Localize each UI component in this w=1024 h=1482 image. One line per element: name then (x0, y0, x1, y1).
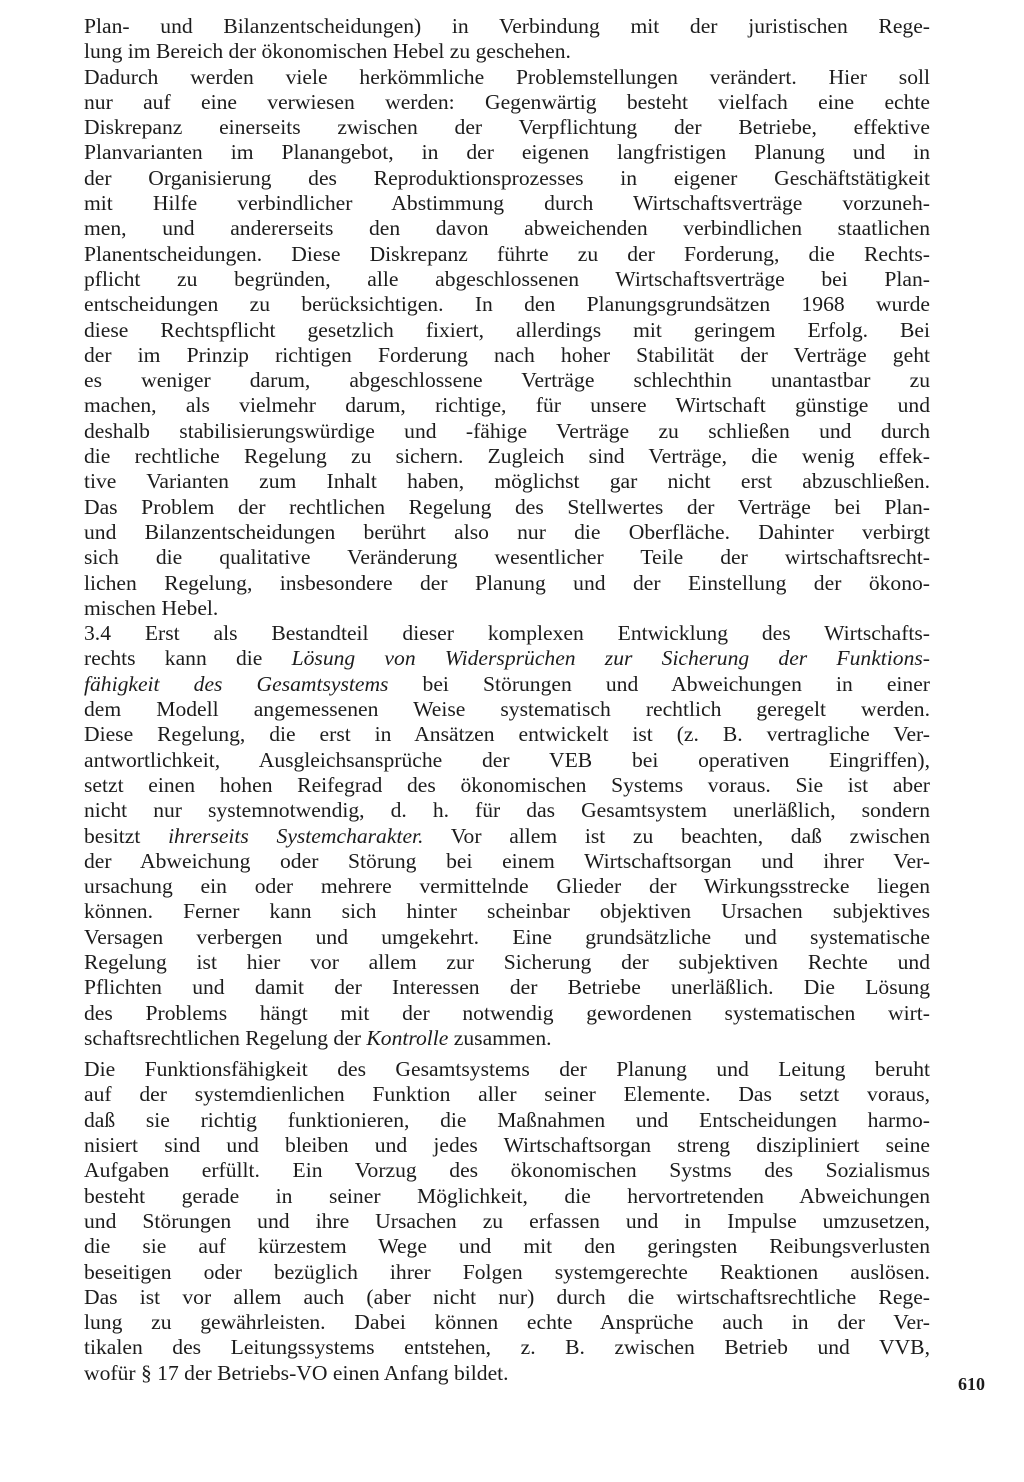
text-line: entscheidungen zu berücksichtigen. In den Planungsgrundsätzen 1968 wurde (84, 292, 930, 317)
text-line: Aufgaben erfüllt. Ein Vorzug des ökonomischen Systms des Sozialismus (84, 1158, 930, 1183)
italic-phrase: ihrerseits Systemcharakter. (168, 823, 424, 848)
text-line: Dadurch werden viele herkömmliche Problemstellungen verändert. Hier soll (84, 64, 930, 89)
plain-text: Vor allem ist zu beachten, daß zwischen (423, 823, 930, 848)
text-line: nur auf eine verwiesen werden: Gegenwärtig besteht vielfach eine echte (84, 89, 930, 114)
text-line-with-italic (84, 646, 930, 671)
text-line: die sie auf kürzestem Wege und mit den geringsten Reibungsverlusten (84, 1234, 930, 1259)
text-line: wofür § 17 der Betriebs-VO einen Anfang bildet. (84, 1360, 509, 1385)
text-line: lung im Bereich der ökonomischen Hebel zu geschehen. (84, 39, 571, 64)
text-line: deshalb stabilisierungswürdige und -fähige Verträge zu schließen und durch (84, 418, 930, 443)
text-line: auf der systemdienlichen Funktion aller seiner Elemente. Das setzt voraus, (84, 1082, 930, 1107)
text-line: Das Problem der rechtlichen Regelung des Stellwertes der Verträge bei Plan- (84, 494, 930, 519)
text-line-with-italic (84, 672, 930, 697)
text-line: es weniger darum, abgeschlossene Verträge schlechthin unantastbar zu (84, 368, 930, 393)
plain-text: schaftsrechtlichen Regelung der (84, 1025, 367, 1050)
text-line: Regelung ist hier vor allem zur Sicherung der subjektiven Rechte und (84, 949, 930, 974)
document-page (84, 14, 930, 1386)
text-line: Planentscheidungen. Diese Diskrepanz führte zu der Forderung, die Rechts- (84, 241, 930, 266)
text-line: lung zu gewährleisten. Dabei können echte Ansprüche auch in der Ver- (84, 1310, 930, 1335)
text-line: des Problems hängt mit der notwendig gewordenen systematischen wirt- (84, 1000, 930, 1025)
italic-phrase: Lösung von Widersprüchen zur Sicherung der Funktions- (291, 646, 930, 671)
plain-text: zusammen. (448, 1025, 552, 1050)
text-line: der Organisierung des Reproduktionsprozesses in eigener Geschäftstätigkeit (84, 165, 930, 190)
text-line-with-italic (84, 1026, 930, 1051)
italic-phrase: fähigkeit des Gesamtsystems (84, 671, 389, 696)
text-line: sich die qualitative Veränderung wesentlicher Teile der wirtschaftsrecht- (84, 545, 930, 570)
plain-text: besitzt (84, 823, 169, 848)
text-line: der Abweichung oder Störung bei einem Wirtschaftsorgan und ihrer Ver- (84, 848, 930, 873)
text-line: antwortlichkeit, Ausgleichsansprüche der VEB bei operativen Eingriffen), (84, 747, 930, 772)
text-line: 3.4 Erst als Bestandteil dieser komplexen Entwicklung des Wirtschafts- (84, 621, 930, 646)
text-line: machen, als vielmehr darum, richtige, für unsere Wirtschaft günstige und (84, 393, 930, 418)
text-line: lichen Regelung, insbesondere der Planung und der Einstellung der ökono- (84, 570, 930, 595)
text-line: pflicht zu begründen, alle abgeschlossenen Wirtschaftsverträge bei Plan- (84, 266, 930, 291)
paragraph-4 (84, 1057, 930, 1386)
text-line: können. Ferner kann sich hinter scheinbar objektiven Ursachen subjektives (84, 899, 930, 924)
text-line: men, und andererseits den davon abweichenden verbindlichen staatlichen (84, 216, 930, 241)
text-line: setzt einen hohen Reifegrad des ökonomischen Systems voraus. Sie ist aber (84, 772, 930, 797)
plain-text: rechts kann die (84, 646, 292, 671)
text-line: tikalen des Leitungssystems entstehen, z. B. zwischen Betrieb und VVB, (84, 1335, 930, 1360)
text-line: Diese Regelung, die erst in Ansätzen entwickelt ist (z. B. vertragliche Ver- (84, 722, 930, 747)
text-line: besteht gerade in seiner Möglichkeit, die hervortretenden Abweichungen (84, 1183, 930, 1208)
text-line: mischen Hebel. (84, 595, 219, 620)
text-line: mit Hilfe verbindlicher Abstimmung durch Wirtschaftsverträge vorzuneh- (84, 191, 930, 216)
italic-phrase: Kontrolle (366, 1025, 449, 1050)
text-line: beseitigen oder bezüglich ihrer Folgen systemgerechte Reaktionen auslösen. (84, 1259, 930, 1284)
text-line: Pflichten und damit der Interessen der Betriebe unerläßlich. Die Lösung (84, 975, 930, 1000)
text-line: Planvarianten im Planangebot, in der eigenen langfristigen Planung und in (84, 140, 930, 165)
text-line: und Bilanzentscheidungen berührt also nur die Oberfläche. Dahinter verbirgt (84, 519, 930, 544)
text-line: und Störungen und ihre Ursachen zu erfassen und in Impulse umzusetzen, (84, 1208, 930, 1233)
paragraph-2 (84, 65, 930, 622)
text-line: dem Modell angemessenen Weise systematisch rechtlich geregelt werden. (84, 697, 930, 722)
text-line: der im Prinzip richtigen Forderung nach hoher Stabilität der Verträge geht (84, 342, 930, 367)
plain-text: bei Störungen und Abweichungen in einer (388, 671, 930, 696)
text-line: daß sie richtig funktionieren, die Maßnahmen und Entscheidungen harmo- (84, 1107, 930, 1132)
page-number: 610 (958, 1374, 985, 1394)
text-line: nisiert sind und bleiben und jedes Wirtschaftsorgan streng diszipliniert seine (84, 1133, 930, 1158)
text-line: Die Funktionsfähigkeit des Gesamtsystems der Planung und Leitung beruht (84, 1057, 930, 1082)
text-line: Versagen verbergen und umgekehrt. Eine grundsätzliche und systematische (84, 924, 930, 949)
text-line-with-italic (84, 824, 930, 849)
paragraph-1 (84, 14, 930, 65)
text-line: Das ist vor allem auch (aber nicht nur) durch die wirtschaftsrechtliche Rege- (84, 1284, 930, 1309)
text-line: diese Rechtspflicht gesetzlich fixiert, allerdings mit geringem Erfolg. Bei (84, 317, 930, 342)
text-line: Plan- und Bilanzentscheidungen) in Verbindung mit der juristischen Rege- (84, 14, 930, 38)
text-line: die rechtliche Regelung zu sichern. Zugleich sind Verträge, die wenig effek- (84, 444, 930, 469)
text-line: Diskrepanz einerseits zwischen der Verpflichtung der Betriebe, effektive (84, 115, 930, 140)
text-line: nicht nur systemnotwendig, d. h. für das Gesamtsystem unerläßlich, sondern (84, 798, 930, 823)
text-line: tive Varianten zum Inhalt haben, möglichst gar nicht erst abzuschließen. (84, 469, 930, 494)
text-line: ursachung ein oder mehrere vermittelnde Glieder der Wirkungsstrecke liegen (84, 874, 930, 899)
paragraph-3 (84, 621, 930, 1051)
